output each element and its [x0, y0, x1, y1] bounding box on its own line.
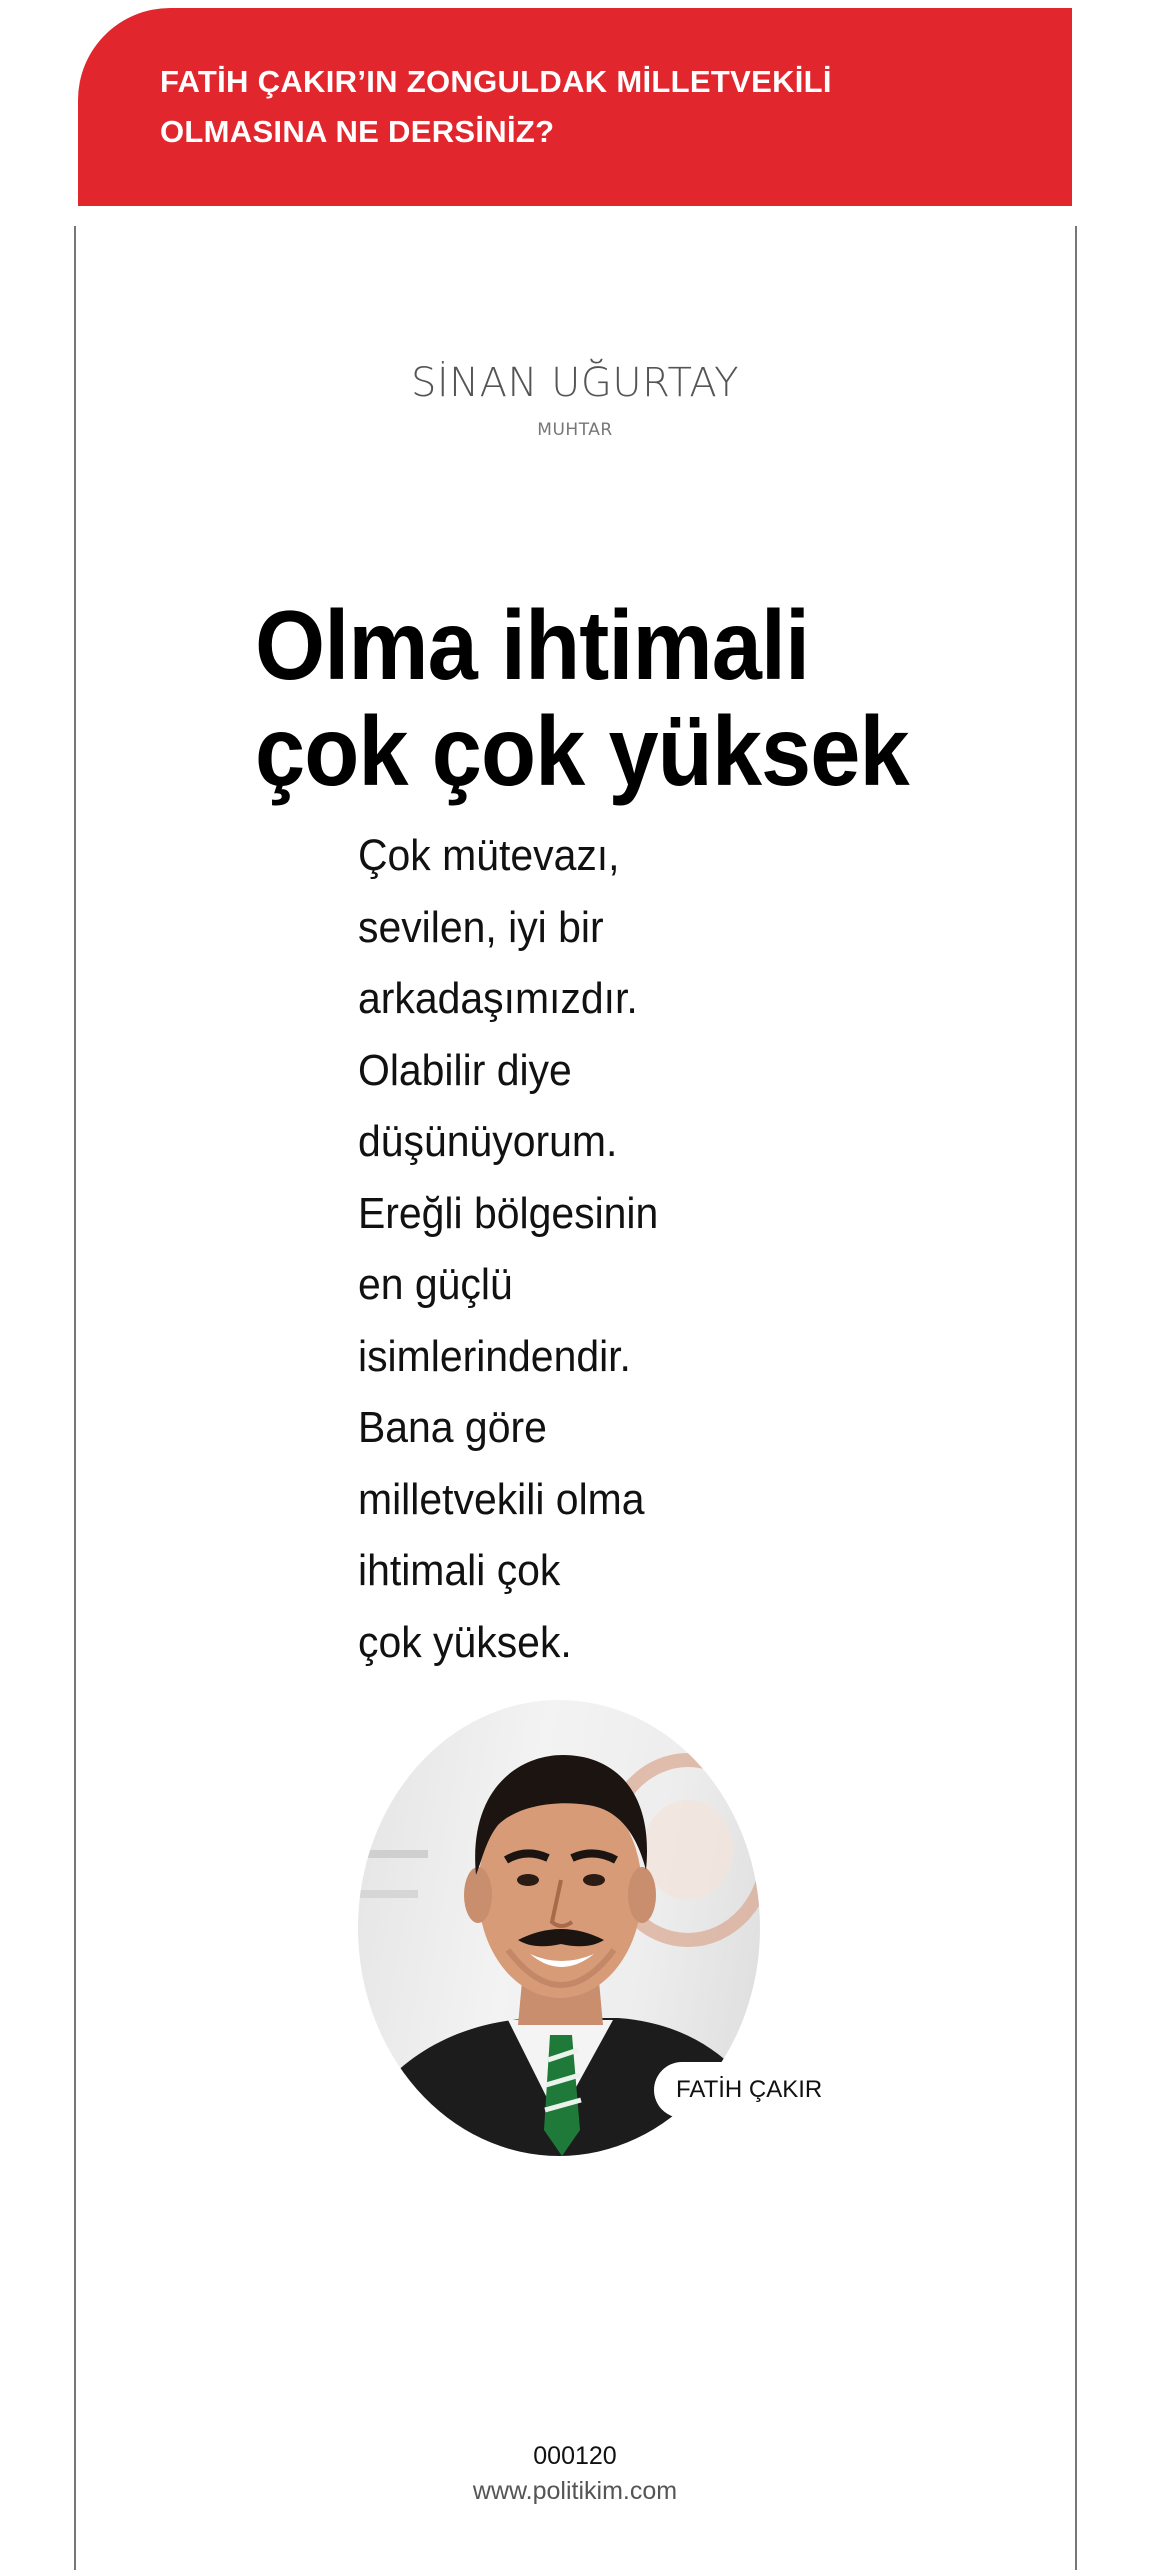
quote-line: arkadaşımızdır. [358, 974, 638, 1023]
frame-left-border [74, 226, 76, 2570]
header-title-line-2: OLMASINA NE DERSİNİZ? [160, 114, 555, 149]
footer-url[interactable]: www.politikim.com [472, 2477, 678, 2505]
quote-line: en güçlü [358, 1260, 513, 1309]
frame-right-border [1075, 226, 1077, 2570]
quote-line: Ereğli bölgesinin [358, 1188, 659, 1238]
portrait-caption: FATİH ÇAKIR [654, 2062, 846, 2118]
headline-line-1: Olma ihtimali [255, 590, 810, 700]
quote-line: Bana göre [358, 1403, 547, 1452]
quote-line: Çok mütevazı, [358, 831, 620, 880]
quote-line: isimlerindendir. [358, 1331, 631, 1381]
author-title: MUHTAR [537, 420, 613, 440]
footer-code: 000120 [533, 2442, 617, 2470]
quote-line: sevilen, iyi bir [358, 902, 604, 952]
quote-line: ihtimali çok [358, 1546, 561, 1595]
quote-text [358, 820, 778, 1678]
quote-line: çok yüksek. [358, 1617, 572, 1667]
author-name: SİNAN UĞURTAY [410, 360, 740, 406]
headline [255, 592, 991, 804]
header-title-line-1: FATİH ÇAKIR’IN ZONGULDAK MİLLETVEKİLİ [160, 64, 832, 99]
quote-line: düşünüyorum. [358, 1117, 618, 1166]
quote-line: milletvekili olma [358, 1474, 645, 1524]
quote-line: Olabilir diye [358, 1045, 572, 1095]
header-banner [78, 8, 1072, 206]
headline-line-2: çok çok yüksek [255, 696, 909, 806]
